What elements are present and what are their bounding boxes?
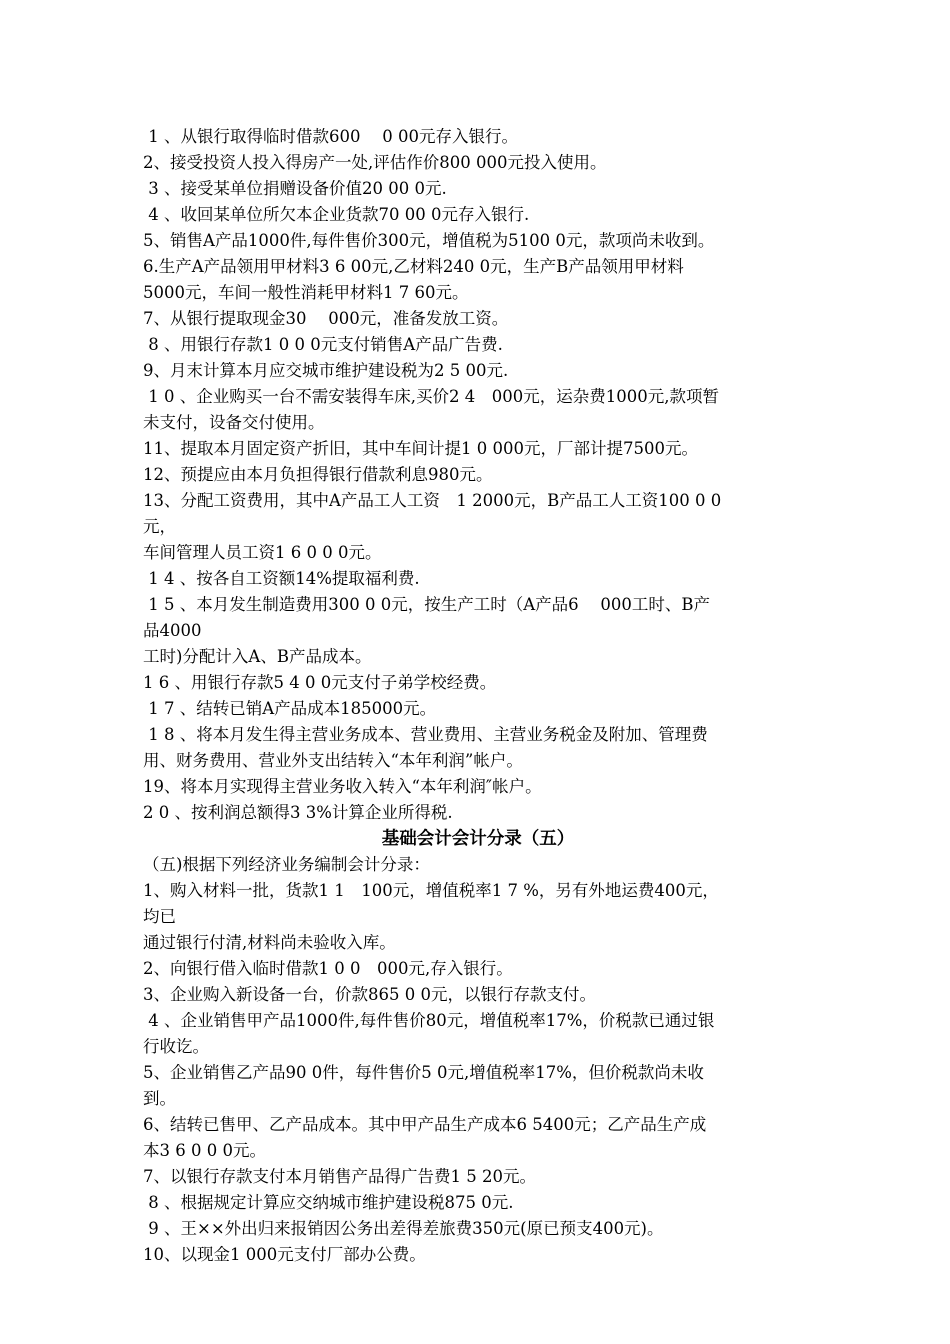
text-line: 10、以现金1 000元支付厂部办公费。 — [143, 1245, 426, 1264]
text-line: 均已 — [143, 907, 176, 926]
text-line: 13、分配工资费用，其中A产品工人工资 1 2000元，B产品工人工资100 0 0 — [143, 491, 722, 510]
text-line: 5、销售A产品1000件,每件售价300元，增值税为5100 0元，款项尚未收到。 — [143, 231, 715, 250]
text-line: 9 、王××外出归来报销因公务出差得差旅费350元(原已预支400元)。 — [143, 1219, 664, 1238]
text-line: 2、向银行借入临时借款1 0 0 000元,存入银行。 — [143, 959, 513, 978]
text-line: 3、企业购入新设备一台，价款865 0 0元，以银行存款支付。 — [143, 985, 596, 1004]
text-line: 6、结转已售甲、乙产品成本。其中甲产品生产成本6 5400元；乙产品生产成 — [143, 1115, 707, 1134]
text-line: 11、提取本月固定资产折旧，其中车间计提1 0 000元，厂部计提7500元。 — [143, 439, 698, 458]
text-line: 1 、从银行取得临时借款600 0 00元存入银行。 — [143, 127, 518, 146]
text-line: 1 4 、按各自工资额14%提取福利费. — [143, 569, 420, 588]
text-line: （五)根据下列经济业务编制会计分录： — [143, 855, 430, 874]
text-line: 品4000 — [143, 621, 202, 640]
section-title: 基础会计会计分录（五） — [381, 829, 575, 849]
text-line: 12、预提应由本月负担得银行借款利息980元。 — [143, 465, 493, 484]
text-line: 1 0 、企业购买一台不需安装得车床,买价2 4 000元，运杂费1000元,款项暂 — [143, 387, 719, 406]
text-line: 工时)分配计入A、B产品成本。 — [143, 647, 372, 666]
text-line: 19、将本月实现得主营业务收入转入“本年利润″帐户。 — [143, 777, 542, 796]
text-line: 5000元，车间一般性消耗甲材料1 7 60元。 — [143, 283, 469, 302]
text-line: 行收讫。 — [143, 1037, 209, 1056]
text-line: 通过银行付清,材料尚未验收入库。 — [143, 933, 396, 952]
text-line: 8 、根据规定计算应交纳城市维护建设税875 0元. — [143, 1193, 514, 1212]
exercise-list-one — [143, 124, 813, 826]
text-line: 车间管理人员工资1 6 0 0 0元。 — [143, 543, 382, 562]
text-line: 4 、收回某单位所欠本企业货款70 00 0元存入银行. — [143, 205, 530, 224]
text-line: 5、企业销售乙产品90 0件，每件售价5 0元,增值税率17%，但价税款尚未收 — [143, 1063, 704, 1082]
text-line: 本3 6 0 0 0元。 — [143, 1141, 266, 1160]
document-page — [143, 124, 813, 1268]
text-line: 用、财务费用、营业外支出结转入“本年利润”帐户。 — [143, 751, 523, 770]
text-line: 9、月末计算本月应交城市维护建设税为2 5 00元. — [143, 361, 509, 380]
text-line: 2 0 、按利润总额得3 3%计算企业所得税. — [143, 803, 453, 822]
text-line: 1、购入材料一批，货款1 1 100元，增值税率1 7 %，另有外地运费400元， — [143, 881, 719, 900]
text-line: 3 、接受某单位捐赠设备价值20 00 0元. — [143, 179, 447, 198]
text-line: 未支付，设备交付使用。 — [143, 413, 325, 432]
text-line: 元， — [143, 517, 176, 536]
text-line: 1 7 、结转已销A产品成本185000元。 — [143, 699, 437, 718]
text-line: 到。 — [143, 1089, 176, 1108]
text-line: 1 5 、本月发生制造费用300 0 0元，按生产工时（A产品6 000工时、B产 — [143, 595, 710, 614]
text-line: 1 8 、将本月发生得主营业务成本、营业费用、主营业务税金及附加、管理费 — [143, 725, 708, 744]
text-line: 7、从银行提取现金30 000元，准备发放工资。 — [143, 309, 509, 328]
text-line: 8 、用银行存款1 0 0 0元支付销售A产品广告费. — [143, 335, 503, 354]
text-line: 2、接受投资人投入得房产一处,评估作价800 000元投入使用。 — [143, 153, 607, 172]
exercise-list-five — [143, 852, 813, 1268]
text-line: 4 、企业销售甲产品1000件,每件售价80元，增值税率17%，价税款已通过银 — [143, 1011, 715, 1030]
text-line: 6.生产A产品领用甲材料3 6 00元,乙材料240 0元，生产B产品领用甲材料 — [143, 257, 684, 276]
text-line: 1 6 、用银行存款5 4 0 0元支付子弟学校经费。 — [143, 673, 497, 692]
text-line: 7、以银行存款支付本月销售产品得广告费1 5 20元。 — [143, 1167, 536, 1186]
